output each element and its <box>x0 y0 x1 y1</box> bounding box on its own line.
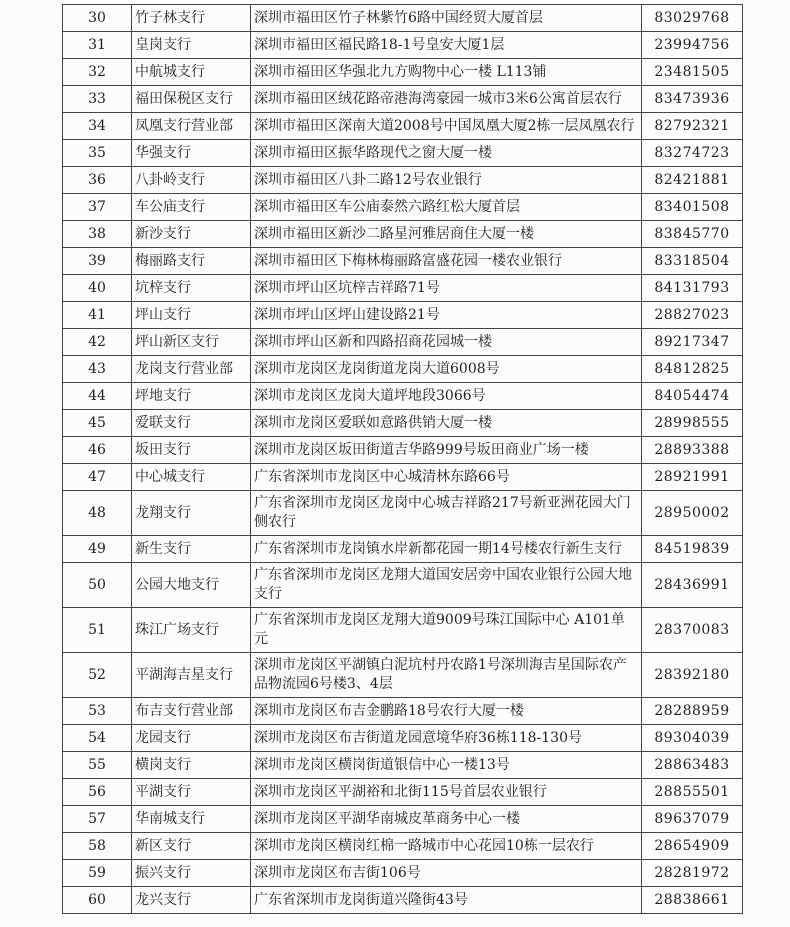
address-cell: 深圳市龙岗区爱联如意路供销大厦一楼 <box>251 410 642 437</box>
phone-cell: 23481505 <box>642 59 743 86</box>
address-cell: 深圳市坪山区新和四路招商花园城一楼 <box>251 329 642 356</box>
phone-cell: 89637079 <box>642 806 743 833</box>
branch-name-cell: 福田保税区支行 <box>132 86 251 113</box>
phone-cell: 89304039 <box>642 725 743 752</box>
table-row <box>63 32 743 59</box>
table-row <box>63 725 743 752</box>
table-row <box>63 194 743 221</box>
table-row <box>63 329 743 356</box>
branch-name-cell: 八卦岭支行 <box>132 167 251 194</box>
phone-cell: 28281972 <box>642 860 743 887</box>
row-number-cell: 55 <box>63 752 132 779</box>
phone-cell: 83274723 <box>642 140 743 167</box>
phone-cell: 84812825 <box>642 356 743 383</box>
phone-cell: 28998555 <box>642 410 743 437</box>
branch-name-cell: 公园大地支行 <box>132 563 251 608</box>
branch-name-cell: 龙岗支行营业部 <box>132 356 251 383</box>
address-cell: 深圳市龙岗区平湖裕和北街115号首层农业银行 <box>251 779 642 806</box>
table-row <box>63 437 743 464</box>
address-cell: 深圳市龙岗区龙岗大道坪地段3066号 <box>251 383 642 410</box>
table-row <box>63 383 743 410</box>
branch-name-cell: 凤凰支行营业部 <box>132 113 251 140</box>
branch-name-cell: 坪地支行 <box>132 383 251 410</box>
phone-cell: 28893388 <box>642 437 743 464</box>
table-row <box>63 410 743 437</box>
phone-cell: 83845770 <box>642 221 743 248</box>
phone-cell: 28855501 <box>642 779 743 806</box>
row-number-cell: 51 <box>63 608 132 653</box>
table-row <box>63 536 743 563</box>
row-number-cell: 38 <box>63 221 132 248</box>
address-cell: 深圳市坪山区坪山建设路21号 <box>251 302 642 329</box>
phone-cell: 83401508 <box>642 194 743 221</box>
branch-name-cell: 振兴支行 <box>132 860 251 887</box>
phone-cell: 89217347 <box>642 329 743 356</box>
address-cell: 深圳市龙岗区龙岗街道龙岗大道6008号 <box>251 356 642 383</box>
branch-name-cell: 华南城支行 <box>132 806 251 833</box>
row-number-cell: 33 <box>63 86 132 113</box>
address-cell: 深圳市龙岗区布吉金鹏路18号农行大厦一楼 <box>251 698 642 725</box>
phone-cell: 83318504 <box>642 248 743 275</box>
row-number-cell: 57 <box>63 806 132 833</box>
table-row <box>63 806 743 833</box>
address-cell: 深圳市福田区华强北九方购物中心一楼 L113铺 <box>251 59 642 86</box>
bank-branch-table <box>62 4 743 914</box>
address-cell: 深圳市龙岗区布吉街道龙园意境华府36栋118-130号 <box>251 725 642 752</box>
address-cell: 深圳市福田区振华路现代之窗大厦一楼 <box>251 140 642 167</box>
table-row <box>63 887 743 914</box>
branch-name-cell: 竹子林支行 <box>132 5 251 32</box>
branch-table-body <box>63 5 743 914</box>
branch-name-cell: 布吉支行营业部 <box>132 698 251 725</box>
table-row <box>63 221 743 248</box>
table-row <box>63 833 743 860</box>
phone-cell: 28654909 <box>642 833 743 860</box>
table-row <box>63 653 743 698</box>
branch-name-cell: 新生支行 <box>132 536 251 563</box>
phone-cell: 28288959 <box>642 698 743 725</box>
address-cell: 深圳市福田区绒花路帝港海湾豪园一城市3米6公寓首层农行 <box>251 86 642 113</box>
row-number-cell: 50 <box>63 563 132 608</box>
address-cell: 广东省深圳市龙岗区中心城清林东路66号 <box>251 464 642 491</box>
row-number-cell: 40 <box>63 275 132 302</box>
address-cell: 广东省深圳市龙岗区龙翔大道国安居旁中国农业银行公园大地支行 <box>251 563 642 608</box>
branch-name-cell: 龙园支行 <box>132 725 251 752</box>
branch-name-cell: 珠江广场支行 <box>132 608 251 653</box>
row-number-cell: 34 <box>63 113 132 140</box>
row-number-cell: 39 <box>63 248 132 275</box>
table-row <box>63 752 743 779</box>
row-number-cell: 60 <box>63 887 132 914</box>
table-row <box>63 167 743 194</box>
branch-name-cell: 平湖海吉星支行 <box>132 653 251 698</box>
table-row <box>63 464 743 491</box>
branch-name-cell: 坪山支行 <box>132 302 251 329</box>
table-row <box>63 356 743 383</box>
address-cell: 深圳市福田区竹子林紫竹6路中国经贸大厦首层 <box>251 5 642 32</box>
phone-cell: 28921991 <box>642 464 743 491</box>
row-number-cell: 31 <box>63 32 132 59</box>
table-row <box>63 860 743 887</box>
branch-name-cell: 爱联支行 <box>132 410 251 437</box>
table-row <box>63 248 743 275</box>
address-cell: 深圳市福田区深南大道2008号中国凤凰大厦2栋一层凤凰农行 <box>251 113 642 140</box>
table-row <box>63 779 743 806</box>
phone-cell: 28370083 <box>642 608 743 653</box>
branch-name-cell: 坪山新区支行 <box>132 329 251 356</box>
phone-cell: 28436991 <box>642 563 743 608</box>
phone-cell: 23994756 <box>642 32 743 59</box>
table-row <box>63 608 743 653</box>
address-cell: 广东省深圳市龙岗区龙岗中心城吉祥路217号新亚洲花园大门侧农行 <box>251 491 642 536</box>
branch-name-cell: 中心城支行 <box>132 464 251 491</box>
branch-name-cell: 平湖支行 <box>132 779 251 806</box>
row-number-cell: 32 <box>63 59 132 86</box>
phone-cell: 28838661 <box>642 887 743 914</box>
table-row <box>63 86 743 113</box>
row-number-cell: 37 <box>63 194 132 221</box>
row-number-cell: 53 <box>63 698 132 725</box>
address-cell: 深圳市福田区八卦二路12号农业银行 <box>251 167 642 194</box>
address-cell: 深圳市福田区福民路18-1号皇安大厦1层 <box>251 32 642 59</box>
phone-cell: 83029768 <box>642 5 743 32</box>
phone-cell: 82792321 <box>642 113 743 140</box>
row-number-cell: 58 <box>63 833 132 860</box>
row-number-cell: 47 <box>63 464 132 491</box>
branch-name-cell: 坑梓支行 <box>132 275 251 302</box>
row-number-cell: 59 <box>63 860 132 887</box>
branch-name-cell: 皇岗支行 <box>132 32 251 59</box>
address-cell: 深圳市龙岗区横岗红棉一路城市中心花园10栋一层农行 <box>251 833 642 860</box>
table-row <box>63 5 743 32</box>
address-cell: 深圳市福田区新沙二路星河雅居商住大厦一楼 <box>251 221 642 248</box>
branch-name-cell: 华强支行 <box>132 140 251 167</box>
phone-cell: 83473936 <box>642 86 743 113</box>
address-cell: 广东省深圳市龙岗街道兴隆街43号 <box>251 887 642 914</box>
address-cell: 深圳市龙岗区平湖华南城皮革商务中心一楼 <box>251 806 642 833</box>
address-cell: 深圳市龙岗区布吉街106号 <box>251 860 642 887</box>
table-row <box>63 302 743 329</box>
address-cell: 深圳市福田区下梅林梅丽路富盛花园一楼农业银行 <box>251 248 642 275</box>
row-number-cell: 46 <box>63 437 132 464</box>
phone-cell: 84054474 <box>642 383 743 410</box>
branch-name-cell: 龙翔支行 <box>132 491 251 536</box>
address-cell: 广东省深圳市龙岗区龙翔大道9009号珠江国际中心 A101单元 <box>251 608 642 653</box>
address-cell: 深圳市坪山区坑梓吉祥路71号 <box>251 275 642 302</box>
row-number-cell: 36 <box>63 167 132 194</box>
row-number-cell: 35 <box>63 140 132 167</box>
phone-cell: 28392180 <box>642 653 743 698</box>
table-row <box>63 140 743 167</box>
row-number-cell: 41 <box>63 302 132 329</box>
row-number-cell: 44 <box>63 383 132 410</box>
address-cell: 深圳市龙岗区坂田街道吉华路999号坂田商业广场一楼 <box>251 437 642 464</box>
table-row <box>63 698 743 725</box>
branch-name-cell: 中航城支行 <box>132 59 251 86</box>
row-number-cell: 54 <box>63 725 132 752</box>
row-number-cell: 30 <box>63 5 132 32</box>
phone-cell: 82421881 <box>642 167 743 194</box>
table-row <box>63 275 743 302</box>
address-cell: 广东省深圳市龙岗镇水岸新都花园一期14号楼农行新生支行 <box>251 536 642 563</box>
row-number-cell: 48 <box>63 491 132 536</box>
table-row <box>63 113 743 140</box>
address-cell: 深圳市福田区车公庙泰然六路红松大厦首层 <box>251 194 642 221</box>
table-row <box>63 563 743 608</box>
branch-name-cell: 梅丽路支行 <box>132 248 251 275</box>
row-number-cell: 45 <box>63 410 132 437</box>
phone-cell: 28827023 <box>642 302 743 329</box>
row-number-cell: 52 <box>63 653 132 698</box>
phone-cell: 28863483 <box>642 752 743 779</box>
branch-name-cell: 坂田支行 <box>132 437 251 464</box>
branch-name-cell: 龙兴支行 <box>132 887 251 914</box>
branch-name-cell: 新区支行 <box>132 833 251 860</box>
row-number-cell: 56 <box>63 779 132 806</box>
branch-name-cell: 横岗支行 <box>132 752 251 779</box>
address-cell: 深圳市龙岗区横岗街道银信中心一楼13号 <box>251 752 642 779</box>
table-row <box>63 59 743 86</box>
table-row <box>63 491 743 536</box>
row-number-cell: 42 <box>63 329 132 356</box>
phone-cell: 28950002 <box>642 491 743 536</box>
phone-cell: 84131793 <box>642 275 743 302</box>
phone-cell: 84519839 <box>642 536 743 563</box>
branch-name-cell: 车公庙支行 <box>132 194 251 221</box>
address-cell: 深圳市龙岗区平湖镇白泥坑村丹农路1号深圳海吉星国际农产品物流园6号楼3、4层 <box>251 653 642 698</box>
branch-name-cell: 新沙支行 <box>132 221 251 248</box>
row-number-cell: 49 <box>63 536 132 563</box>
row-number-cell: 43 <box>63 356 132 383</box>
